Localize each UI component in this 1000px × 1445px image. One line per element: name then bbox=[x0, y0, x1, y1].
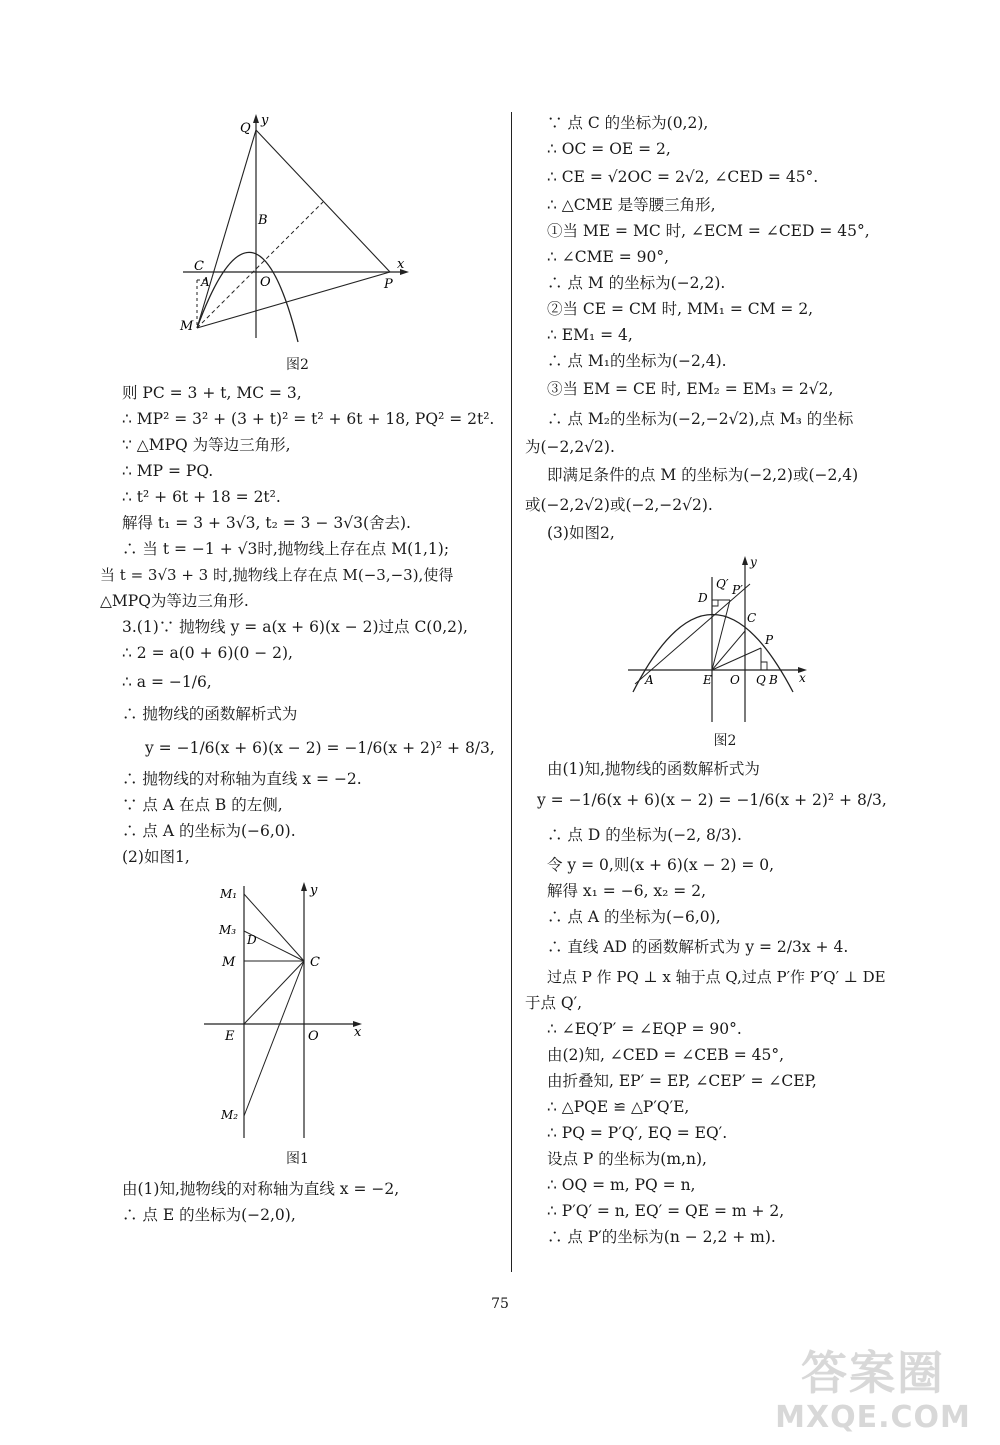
label-M3: M₃ bbox=[219, 923, 237, 937]
label-O: O bbox=[730, 673, 740, 687]
label-O: O bbox=[308, 1029, 319, 1044]
watermark-logo bbox=[768, 1345, 978, 1440]
text-line: 3.(1)∵ 抛物线 y = a(x + 6)(x − 2)过点 C(0,2), bbox=[122, 618, 468, 636]
label-M2: M₂ bbox=[221, 1108, 239, 1122]
label-y: y bbox=[310, 883, 318, 898]
text-line: ∴ 点 M 的坐标为(−2,2). bbox=[547, 274, 726, 292]
text-line: ∴ t² + 6t + 18 = 2t². bbox=[122, 488, 281, 506]
text-line: ∴ OQ = m, PQ = n, bbox=[547, 1176, 696, 1194]
label-B: B bbox=[258, 213, 268, 228]
figure-caption: 图2 bbox=[713, 733, 737, 749]
text-line: ∴ a = −1/6, bbox=[122, 673, 212, 691]
label-A: A bbox=[201, 275, 210, 289]
page-number: 75 bbox=[491, 1296, 509, 1312]
text-line: ①当 ME = MC 时, ∠ECM = ∠CED = 45°, bbox=[547, 222, 870, 240]
text-line: 令 y = 0,则(x + 6)(x − 2) = 0, bbox=[547, 856, 775, 874]
text-line: ③当 EM = CE 时, EM₂ = EM₃ = 2√2, bbox=[547, 380, 834, 398]
text-line: ∴ 点 E 的坐标为(−2,0), bbox=[122, 1206, 296, 1224]
text-line: y = −1/6(x + 6)(x − 2) = −1/6(x + 2)² + 8/3, bbox=[537, 791, 887, 809]
label-C: C bbox=[747, 611, 757, 625]
text-line: 解得 t₁ = 3 + 3√3, t₂ = 3 − 3√3(舍去). bbox=[122, 514, 411, 532]
text-line: ∴ 点 P′的坐标为(n − 2,2 + m). bbox=[547, 1228, 776, 1246]
text-line: ∴ 2 = a(0 + 6)(0 − 2), bbox=[122, 644, 293, 662]
watermark-bottom: MXQE.COM bbox=[775, 1400, 971, 1435]
label-x: x bbox=[397, 257, 405, 272]
text-line: ∴ 点 A 的坐标为(−6,0). bbox=[122, 822, 296, 840]
text-line: 由(2)知, ∠CED = ∠CEB = 45°, bbox=[547, 1046, 785, 1064]
text-line: △MPQ为等边三角形. bbox=[100, 592, 249, 610]
figure-1-diagram bbox=[100, 876, 495, 1144]
text-block-right-a bbox=[525, 110, 925, 546]
figure-top-left bbox=[100, 110, 495, 352]
text-line: 由(1)知,抛物线的对称轴为直线 x = −2, bbox=[122, 1180, 400, 1198]
label-y: y bbox=[750, 555, 757, 569]
figure-2-right-diagram bbox=[525, 552, 925, 728]
text-line: ∴ 点 A 的坐标为(−6,0), bbox=[547, 908, 721, 926]
label-C: C bbox=[310, 955, 320, 970]
text-line: ∴ 当 t = −1 + √3时,抛物线上存在点 M(1,1); bbox=[122, 540, 450, 558]
text-line: 由折叠知, EP′ = EP, ∠CEP′ = ∠CEP, bbox=[547, 1072, 817, 1090]
label-E: E bbox=[703, 673, 712, 687]
label-E: E bbox=[225, 1029, 235, 1044]
text-line: 为(−2,2√2). bbox=[525, 438, 615, 456]
label-P: P bbox=[765, 633, 774, 647]
text-line: ∴ 直线 AD 的函数解析式为 y = 2/3x + 4. bbox=[547, 938, 849, 956]
label-D: D bbox=[698, 591, 708, 605]
figure-caption: 图1 bbox=[286, 1151, 309, 1167]
text-line: 则 PC = 3 + t, MC = 3, bbox=[122, 384, 302, 402]
text-line: ∴ 抛物线的函数解析式为 bbox=[122, 705, 298, 723]
label-Q-prime: Q′ bbox=[716, 577, 729, 591]
text-line: 于点 Q′, bbox=[525, 994, 583, 1012]
text-line: ∴ MP² = 3² + (3 + t)² = t² + 6t + 18, PQ² = 2t². bbox=[122, 410, 495, 428]
text-line: ∵ △MPQ 为等边三角形, bbox=[122, 436, 291, 454]
left-column bbox=[100, 110, 495, 1228]
label-y: y bbox=[261, 113, 269, 128]
text-line: 由(1)知,抛物线的函数解析式为 bbox=[547, 760, 760, 778]
text-line: ∴ MP = PQ. bbox=[122, 462, 214, 480]
figure-1 bbox=[100, 876, 495, 1144]
text-line: ∴ △PQE ≌ △P′Q′E, bbox=[547, 1098, 690, 1116]
text-line: ∴ ∠CME = 90°, bbox=[547, 248, 670, 266]
column-divider bbox=[511, 112, 512, 1272]
text-line: ∴ 点 M₁的坐标为(−2,4). bbox=[547, 352, 727, 370]
text-line: (2)如图1, bbox=[122, 848, 190, 866]
label-x: x bbox=[354, 1025, 362, 1040]
text-line: ∴ P′Q′ = n, EQ′ = QE = m + 2, bbox=[547, 1202, 785, 1220]
text-line: 当 t = 3√3 + 3 时,抛物线上存在点 M(−3,−3),使得 bbox=[100, 566, 454, 584]
text-line: 过点 P 作 PQ ⊥ x 轴于点 Q,过点 P′作 P′Q′ ⊥ DE bbox=[547, 968, 886, 986]
right-column bbox=[525, 110, 925, 1250]
figure-2-right bbox=[525, 552, 925, 728]
text-line: 即满足条件的点 M 的坐标为(−2,2)或(−2,4) bbox=[547, 466, 859, 484]
figure-2-diagram bbox=[100, 110, 495, 352]
text-line: ∵ 点 C 的坐标为(0,2), bbox=[547, 114, 709, 132]
text-line: ∴ ∠EQ′P′ = ∠EQP = 90°. bbox=[547, 1020, 742, 1038]
text-block-left-a bbox=[100, 380, 495, 870]
label-M: M bbox=[180, 319, 194, 334]
label-D: D bbox=[247, 933, 257, 947]
text-line: ∴ PQ = P′Q′, EQ = EQ′. bbox=[547, 1124, 728, 1142]
text-line: ∴ △CME 是等腰三角形, bbox=[547, 196, 716, 214]
text-block-right-b bbox=[525, 756, 925, 1250]
label-P: P bbox=[384, 277, 393, 292]
text-line: ∴ OC = OE = 2, bbox=[547, 140, 671, 158]
text-line: 解得 x₁ = −6, x₂ = 2, bbox=[547, 882, 707, 900]
label-M1: M₁ bbox=[220, 887, 238, 901]
text-block-left-b bbox=[100, 1176, 495, 1228]
label-B: B bbox=[769, 673, 778, 687]
text-line: ∵ 点 A 在点 B 的左侧, bbox=[122, 796, 283, 814]
label-x: x bbox=[799, 671, 806, 685]
label-C: C bbox=[194, 259, 204, 274]
text-line: ∴ CE = √2OC = 2√2, ∠CED = 45°. bbox=[547, 168, 819, 186]
text-line: (3)如图2, bbox=[547, 524, 615, 542]
text-line: ∴ EM₁ = 4, bbox=[547, 326, 633, 344]
text-line: ∴ 点 D 的坐标为(−2, 8/3). bbox=[547, 826, 742, 844]
label-O: O bbox=[260, 275, 271, 290]
text-line: y = −1/6(x + 6)(x − 2) = −1/6(x + 2)² + 8/3, bbox=[145, 739, 495, 757]
watermark-top: 答案圈 bbox=[801, 1346, 945, 1400]
text-line: 或(−2,2√2)或(−2,−2√2). bbox=[525, 496, 713, 514]
text-line: ②当 CE = CM 时, MM₁ = CM = 2, bbox=[547, 300, 814, 318]
label-Q: Q bbox=[756, 673, 766, 687]
figure-caption: 图2 bbox=[286, 357, 309, 373]
label-Q: Q bbox=[240, 121, 251, 136]
label-A: A bbox=[645, 673, 654, 687]
label-P-prime: P′ bbox=[732, 583, 743, 597]
text-line: ∴ 点 M₂的坐标为(−2,−2√2),点 M₃ 的坐标 bbox=[547, 410, 854, 428]
text-line: 设点 P 的坐标为(m,n), bbox=[547, 1150, 707, 1168]
label-M: M bbox=[222, 955, 236, 970]
text-line: ∴ 抛物线的对称轴为直线 x = −2. bbox=[122, 770, 362, 788]
